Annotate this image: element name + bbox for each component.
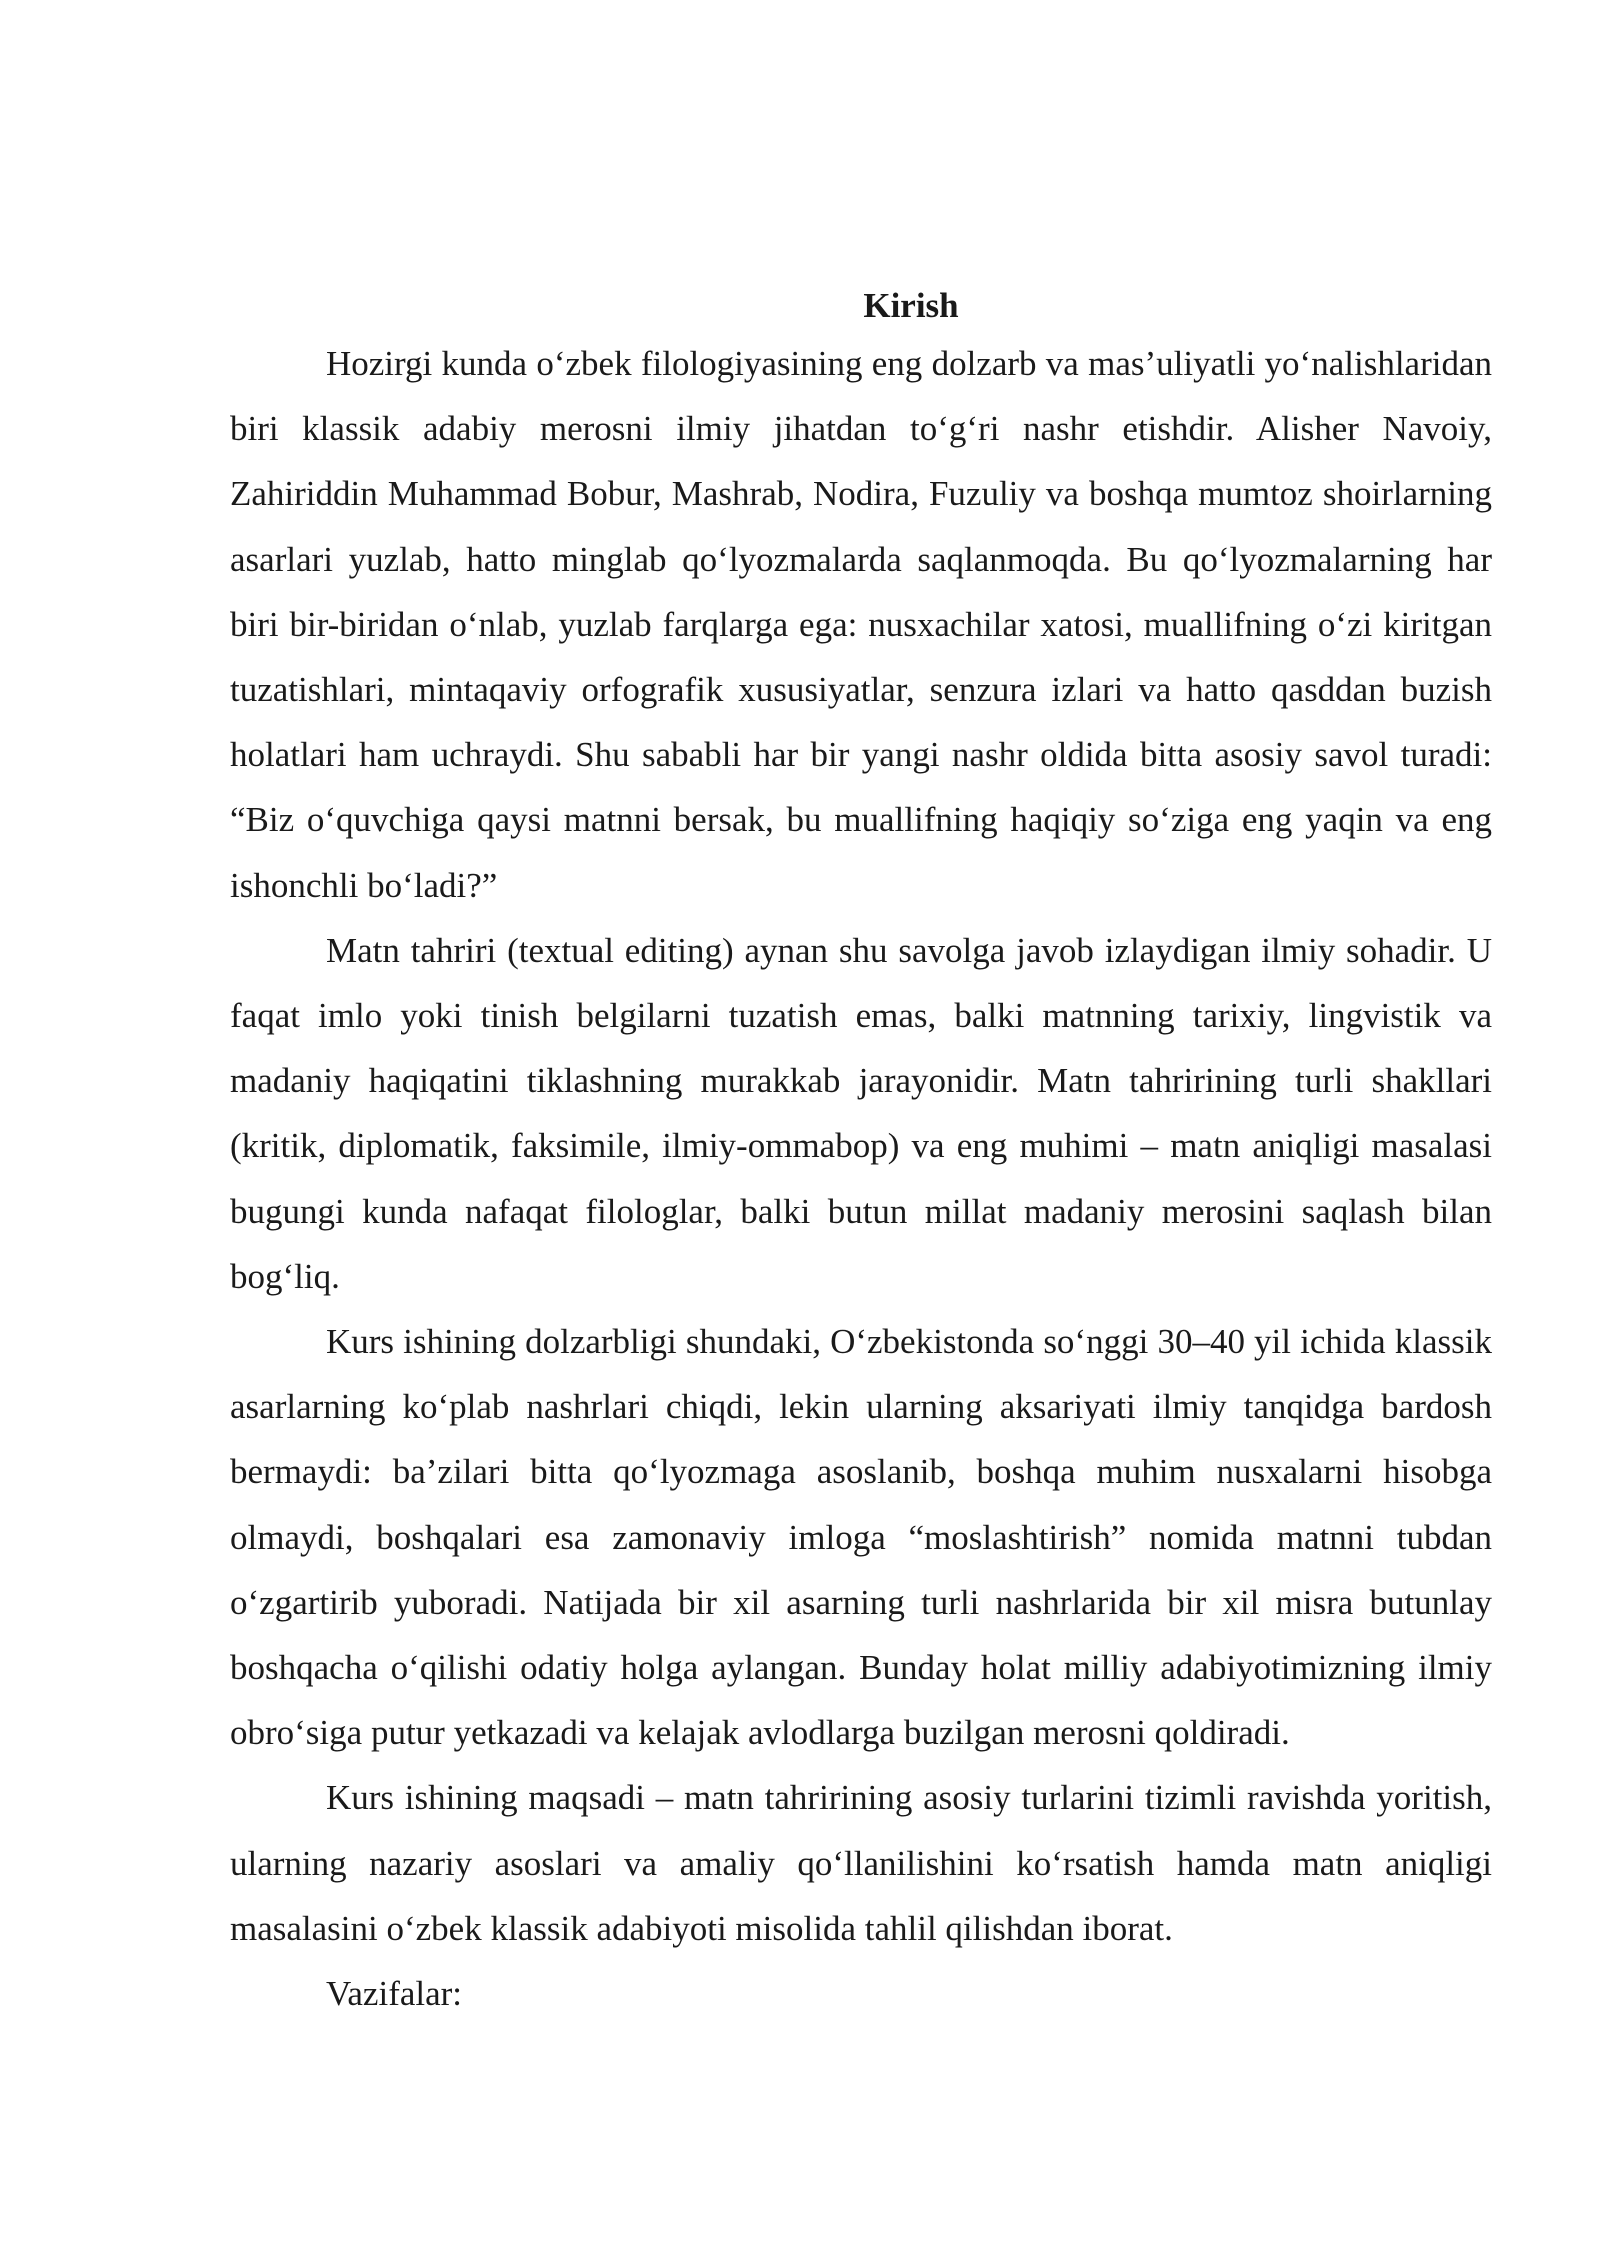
section-title: Kirish (863, 286, 959, 325)
tasks-heading: Vazifalar: (326, 1974, 463, 2014)
paragraph-relevance: Kurs ishining dolzarbligi shundaki, O‘zbekistonda so‘nggi 30–40 yil ichida klassik asarlarning ko‘plab nashrlari chiqdi, lekin ularning aksariyati ilmiy tanqidga bardosh bermaydi: ba’zilari bitta qo‘lyozmaga asoslanib, boshqa muhim nusxalarni hisobga olmaydi, boshqalari esa zamonaviy imloga “moslashtirish” nomida matnni tubdan o‘zgartirib yuboradi. Natijada bir xil asarning turli nashrlarida bir xil misra butunlay boshqacha o‘qilishi odatiy holga aylangan. Bunday holat milliy adabiyotimizning ilmiy obro‘siga putur yetkazadi va kelajak avlodlarga buzilgan merosni qoldiradi. (230, 1322, 1492, 1753)
document-body (230, 280, 1492, 2026)
paragraph-textual-editing: Matn tahriri (textual editing) aynan shu savolga javob izlaydigan ilmiy sohadir. U faqat imlo yoki tinish belgilarni tuzatish emas, balki matnning tarixiy, lingvistik va madaniy haqiqatini tiklashning murakkab jarayonidir. Matn tahririning turli shakllari (kritik, diplomatik, faksimile, ilmiy-ommabop) va eng muhimi – matn aniqligi masalasi bugungi kunda nafaqat filologlar, balki butun millat madaniy merosini saqlash bilan bog‘liq. (230, 930, 1492, 1296)
paragraph-intro: Hozirgi kunda o‘zbek filologiyasining eng dolzarb va mas’uliyatli yo‘nalishlaridan biri klassik adabiy merosni ilmiy jihatdan to‘g‘ri nashr etishdir. Alisher Navoiy, Zahiriddin Muhammad Bobur, Mashrab, Nodira, Fuzuliy va boshqa mumtoz shoirlarning asarlari yuzlab, hatto minglab qo‘lyozmalarda saqlanmoqda. Bu qo‘lyozmalarning har biri bir-biridan o‘nlab, yuzlab farqlarga ega: nusxachilar xatosi, muallifning o‘zi kiritgan tuzatishlari, mintaqaviy orfografik xususiyatlar, senzura izlari va hatto qasddan buzish holatlari ham uchraydi. Shu sababli har bir yangi nashr oldida bitta asosiy savol turadi: “Biz o‘quvchiga qaysi matnni bersak, bu muallifning haqiqiy so‘ziga eng yaqin va eng ishonchli bo‘ladi?” (230, 344, 1492, 905)
paragraph-goal: Kurs ishining maqsadi – matn tahririning asosiy turlarini tizimli ravishda yoritish, ularning nazariy asoslari va amaliy qo‘llanilishini ko‘rsatish hamda matn aniqligi masalasini o‘zbek klassik adabiyoti misolida tahlil qilishdan iborat. (230, 1778, 1492, 1948)
